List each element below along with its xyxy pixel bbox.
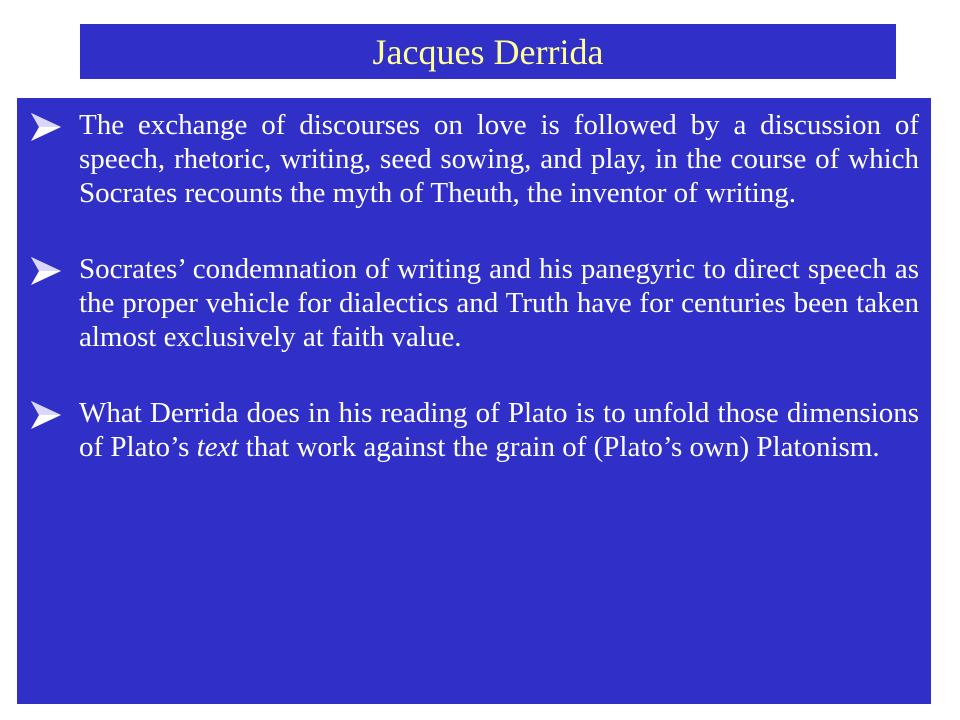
bullet-item — [27, 108, 919, 210]
bullet-item — [27, 252, 919, 354]
bullet-text — [79, 396, 919, 464]
bullet-text: The exchange of discourses on love is followed by a discussion of speech, rhetoric, writing, seed sowing, and play, in the course of which Socrates recounts the myth of Theuth, the inventor of writing. — [79, 109, 919, 209]
title-bar — [80, 24, 896, 79]
content-panel — [17, 98, 931, 704]
bullet-item — [27, 396, 919, 464]
arrowhead-bullet-icon — [27, 253, 69, 289]
arrowhead-bullet-icon — [27, 397, 69, 433]
bullet-text-italic: text — [196, 431, 239, 463]
arrowhead-bullet-icon — [27, 109, 69, 145]
bullet-text-part: What Derrida does in his reading of Plato is to unfold those dimensions of Plato’s — [79, 397, 919, 463]
bullet-text-part: that work against the grain of (Plato’s own) Platonism. — [238, 431, 880, 463]
slide-title: Jacques Derrida — [372, 31, 604, 72]
bullet-text: Socrates’ condemnation of writing and his panegyric to direct speech as the proper vehicle for dialectics and Truth have for centuries been taken almost exclusively at faith value. — [79, 253, 919, 353]
